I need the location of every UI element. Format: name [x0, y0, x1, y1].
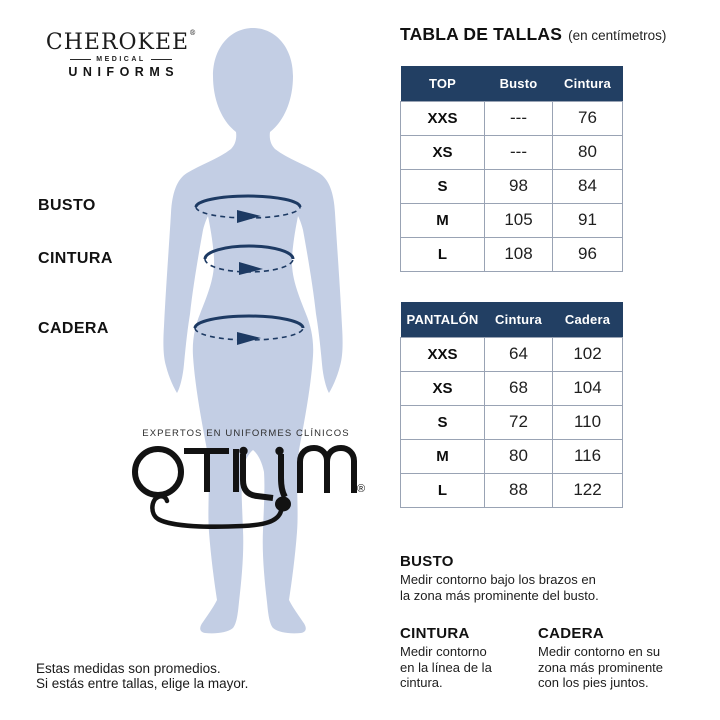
table-header-row [401, 302, 623, 337]
otium-letter-u-stethoscope [243, 454, 285, 498]
size-cell: S [401, 169, 485, 203]
figure-label-cadera: CADERA [38, 320, 109, 337]
value-cell: 72 [485, 405, 553, 439]
instruction-cintura [400, 625, 535, 691]
left-rule-line [70, 59, 91, 61]
female-silhouette-shape [163, 28, 342, 633]
registered-trademark-icon: ® [189, 29, 197, 37]
otium-stethoscope-logo [130, 442, 375, 538]
table-row [401, 371, 623, 405]
instruction-cadera-title: CADERA [538, 625, 604, 642]
instruction-busto-text [400, 572, 660, 603]
instruction-cadera-text [538, 644, 713, 691]
size-cell: L [401, 473, 485, 507]
text-line: Medir contorno en su [538, 644, 661, 659]
value-cell: 91 [553, 203, 623, 237]
otium-letter-m [300, 448, 354, 493]
text-line: en la línea de la [400, 659, 492, 675]
size-cell: M [401, 439, 485, 473]
instruction-cintura-title: CINTURA [400, 625, 470, 642]
table-row [401, 405, 623, 439]
body-silhouette-figure [157, 26, 349, 638]
value-cell: 105 [485, 203, 553, 237]
text-line: zona más prominente [538, 659, 664, 675]
value-cell: 88 [485, 473, 553, 507]
footnote-line: Estas medidas son promedios. [36, 661, 221, 676]
pantalon-table-header-garment: PANTALÓN [401, 302, 485, 337]
top-size-table [400, 66, 623, 272]
value-cell: --- [485, 135, 553, 169]
text-line: Medir contorno [400, 644, 487, 659]
table-row [401, 237, 623, 271]
table-row [401, 473, 623, 507]
value-cell: 96 [553, 237, 623, 271]
size-cell: XXS [401, 337, 485, 371]
instruction-cintura-text [400, 644, 535, 691]
value-cell: 110 [553, 405, 623, 439]
value-cell: 122 [553, 473, 623, 507]
table-row [401, 135, 623, 169]
value-cell: 102 [553, 337, 623, 371]
value-cell: 108 [485, 237, 553, 271]
table-row [401, 337, 623, 371]
size-cell: S [401, 405, 485, 439]
value-cell: 80 [485, 439, 553, 473]
text-line: con los pies juntos. [538, 675, 649, 690]
table-row [401, 439, 623, 473]
page-title-main: TABLA DE TALLAS [400, 24, 563, 44]
size-cell: M [401, 203, 485, 237]
value-cell: 98 [485, 169, 553, 203]
figure-label-busto: BUSTO [38, 197, 96, 214]
page-title-units: (en centímetros) [568, 28, 667, 43]
table-row [401, 203, 623, 237]
cherokee-medical-label: MEDICAL [96, 56, 146, 63]
value-cell: 76 [553, 101, 623, 135]
cherokee-uniforms-label: UNIFORMS [68, 65, 180, 79]
stethoscope-tube-icon [152, 496, 281, 526]
text-line: cintura. [400, 675, 443, 690]
text-line: Medir contorno bajo los brazos en [400, 572, 596, 587]
size-cell: XXS [401, 101, 485, 135]
instruction-cadera [538, 625, 713, 691]
otium-letter-t [184, 451, 229, 492]
footnote [36, 661, 248, 691]
value-cell: 116 [553, 439, 623, 473]
size-cell: XS [401, 371, 485, 405]
pantalon-table-header-cadera: Cadera [553, 302, 623, 337]
value-cell: 80 [553, 135, 623, 169]
top-table-header-cintura: Cintura [553, 66, 623, 101]
otium-tagline: EXPERTOS EN UNIFORMES CLÍNICOS [142, 428, 350, 439]
top-table-header-busto: Busto [485, 66, 553, 101]
size-cell: XS [401, 135, 485, 169]
text-line: la zona más prominente del busto. [400, 587, 599, 603]
table-row [401, 101, 623, 135]
size-cell: L [401, 237, 485, 271]
value-cell: --- [485, 101, 553, 135]
figure-label-cintura: CINTURA [38, 250, 113, 267]
value-cell: 68 [485, 371, 553, 405]
stethoscope-chestpiece-icon [275, 497, 291, 512]
value-cell: 64 [485, 337, 553, 371]
table-row [401, 169, 623, 203]
stethoscope-earpiece-icon [239, 447, 247, 455]
table-header-row [401, 66, 623, 101]
otium-letter-o [135, 449, 181, 495]
instruction-busto-title: BUSTO [400, 553, 454, 570]
value-cell: 104 [553, 371, 623, 405]
footnote-line: Si estás entre tallas, elige la mayor. [36, 676, 249, 691]
value-cell: 84 [553, 169, 623, 203]
pantalon-size-table [400, 302, 623, 508]
cherokee-wordmark: CHEROKEE [45, 30, 190, 55]
top-table-header-garment: TOP [401, 66, 485, 101]
page-title [400, 24, 666, 45]
pantalon-table-header-cintura: Cintura [485, 302, 553, 337]
stethoscope-earpiece-icon [275, 447, 283, 455]
instruction-busto [400, 553, 660, 603]
registered-trademark-icon: ® [357, 483, 366, 495]
